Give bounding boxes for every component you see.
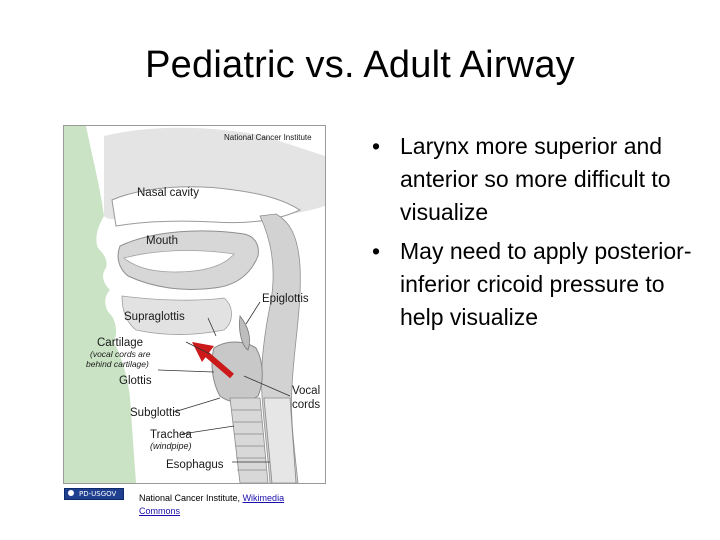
label-cartilage-note-1: (vocal cords are bbox=[90, 349, 151, 359]
commons-link[interactable]: Commons bbox=[139, 506, 181, 516]
label-subglottis: Subglottis bbox=[130, 407, 181, 419]
label-windpipe: (windpipe) bbox=[150, 441, 192, 451]
image-credit bbox=[139, 492, 339, 518]
label-trachea: Trachea bbox=[150, 429, 192, 441]
label-vocal: Vocal bbox=[292, 385, 321, 397]
bullet-item bbox=[362, 235, 702, 334]
label-mouth: Mouth bbox=[146, 235, 178, 247]
bullet-icon: • bbox=[372, 238, 381, 264]
slide-title: Pediatric vs. Adult Airway bbox=[145, 44, 575, 86]
label-cartilage: Cartilage bbox=[97, 337, 144, 349]
label-glottis: Glottis bbox=[119, 375, 152, 387]
airway-illustration bbox=[64, 126, 325, 483]
label-esophagus: Esophagus bbox=[166, 459, 224, 471]
wikimedia-link[interactable]: Wikimedia bbox=[242, 493, 285, 503]
bullet-list bbox=[362, 130, 702, 340]
bullet-text: May need to apply posterior-inferior cricoid pressure to help visualize bbox=[400, 238, 692, 330]
larynx-cartilage bbox=[212, 342, 262, 402]
bullet-text: Larynx more superior and anterior so more difficult to visualize bbox=[400, 133, 671, 225]
label-cords: cords bbox=[292, 399, 321, 411]
label-epiglottis: Epiglottis bbox=[262, 293, 309, 305]
airway-diagram bbox=[63, 125, 326, 484]
badge-text: PD-USGOV bbox=[79, 490, 117, 498]
source-label: National Cancer Institute bbox=[224, 133, 312, 142]
bullet-icon: • bbox=[372, 133, 381, 159]
label-cartilage-note-2: behind cartilage) bbox=[86, 359, 149, 369]
credit-prefix: National Cancer Institute, bbox=[139, 493, 243, 503]
label-supraglottis: Supraglottis bbox=[124, 311, 185, 323]
pd-icon bbox=[68, 490, 74, 496]
bullet-item bbox=[362, 130, 702, 229]
public-domain-badge[interactable] bbox=[64, 488, 124, 500]
label-nasal-cavity: Nasal cavity bbox=[137, 187, 199, 199]
